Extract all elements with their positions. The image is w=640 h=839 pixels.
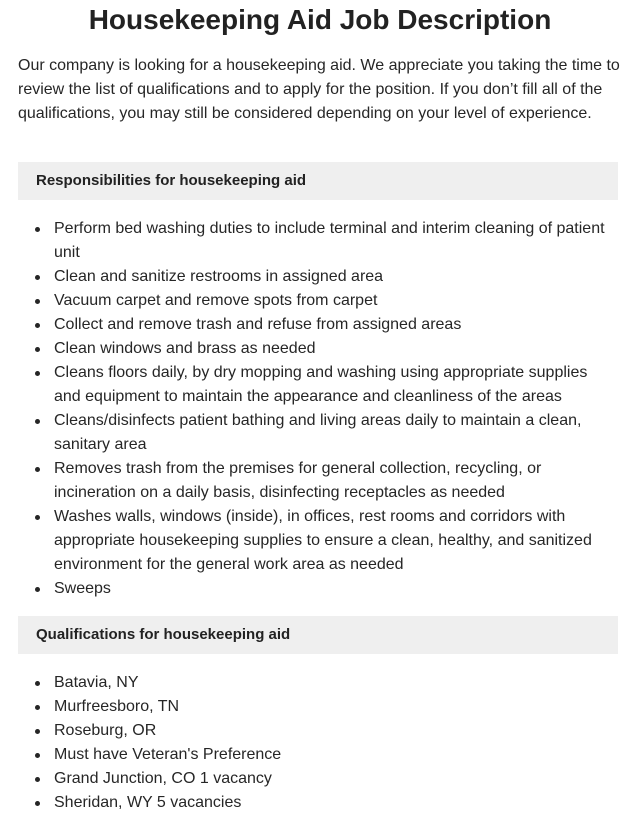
responsibilities-list (18, 217, 618, 601)
responsibility-item: Cleans/disinfects patient bathing and living areas daily to maintain a clean, sanitary area (54, 409, 618, 457)
qualification-item: Roseburg, OR (54, 719, 618, 743)
responsibility-item: Vacuum carpet and remove spots from carpet (54, 289, 618, 313)
responsibilities-heading: Responsibilities for housekeeping aid (18, 162, 618, 200)
responsibility-item: Sweeps (54, 577, 618, 601)
responsibility-item: Removes trash from the premises for general collection, recycling, or incineration on a daily basis, disinfecting receptacles as needed (54, 457, 618, 505)
responsibility-item: Collect and remove trash and refuse from assigned areas (54, 313, 618, 337)
qualification-item: Murfreesboro, TN (54, 695, 618, 719)
responsibility-item: Cleans floors daily, by dry mopping and washing using appropriate supplies and equipment to maintain the appearance and cleanliness of the areas (54, 361, 618, 409)
qualification-item: Batavia, NY (54, 671, 618, 695)
qualification-item: Must have Veteran's Preference (54, 743, 618, 767)
qualification-item: Sheridan, WY 5 vacancies (54, 791, 618, 815)
responsibility-item: Clean and sanitize restrooms in assigned area (54, 265, 618, 289)
qualifications-heading: Qualifications for housekeeping aid (18, 616, 618, 654)
responsibility-item: Washes walls, windows (inside), in offices, rest rooms and corridors with appropriate housekeeping supplies to ensure a clean, healthy, and sanitized environment for the general work area as needed (54, 505, 618, 577)
qualifications-list (18, 671, 618, 815)
qualification-item: Grand Junction, CO 1 vacancy (54, 767, 618, 791)
responsibility-item: Perform bed washing duties to include terminal and interim cleaning of patient unit (54, 217, 618, 265)
intro-paragraph: Our company is looking for a housekeeping aid. We appreciate you taking the time to review the list of qualifications and to apply for the position. If you don’t fill all of the qualifications, you may still be considered depending on your level of experience. (18, 57, 620, 122)
page-title: Housekeeping Aid Job Description (88, 4, 552, 35)
responsibility-item: Clean windows and brass as needed (54, 337, 618, 361)
